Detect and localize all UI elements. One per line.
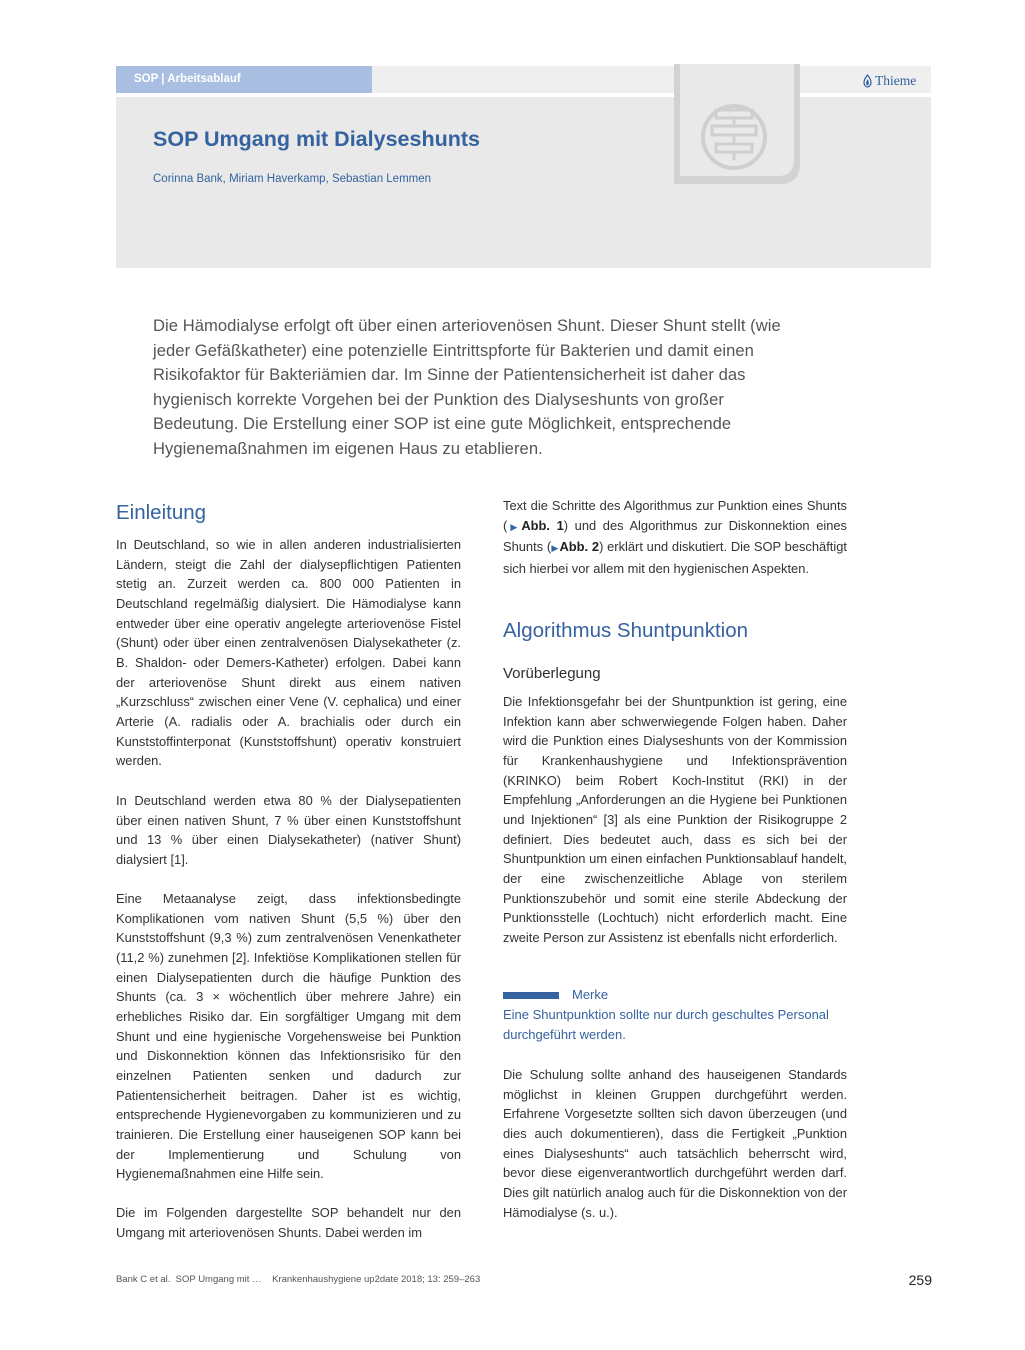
footer-citation: Bank C et al. SOP Umgang mit … Krankenhaushygiene up2date 2018; 13: 259–263 <box>116 1274 481 1285</box>
flowchart-logo-icon <box>672 64 802 191</box>
section-label: SOP | Arbeitsablauf <box>116 66 372 93</box>
page-number: 259 <box>908 1272 932 1288</box>
heading-algorithmus: Algorithmus Shuntpunktion <box>503 619 749 642</box>
paragraph-intro-1: In Deutschland, so wie in allen anderen industrialisierten Ländern, steigt die Zahl der dialysepflichtigen Patienten stetig an. Zurzeit werden ca. 800 000 Patienten in Deutschland regelmäßig dialysiert. Die Hämodialyse kann entweder über eine operativ angelegte arteriovenöse Fistel (Shunt) oder über einen zentralvenösen Dialysekatheter (z. B. Shaldon- oder Demers-Katheter) erfolgen. Dabei kann der arteriovenöse Shunt direkt aus einem nativen „Kurzschluss“ zwischen einer Vene (V. cephalica) und einer Arterie (A. radialis oder A. brachialis oder durch ein Kunststoffinterponat (Kunststoffshunt) operativ konstruiert werden. <box>116 537 461 769</box>
figure-ref-1[interactable]: Abb. 1 <box>521 517 564 533</box>
paragraph-continuation: Text die Schritte des Algorithmus zur Punktion eines Shunts (▶ Abb. 1) und des Algorithmus zur Diskonnektion eines Shunts (▶ Abb. 2) erklärt und diskutiert. Die SOP beschäftigt sich hierbei vor allem mit den hygienischen Aspekten. <box>503 498 848 576</box>
merke-label: Merke <box>572 987 609 1002</box>
heading-einleitung: Einleitung <box>116 501 207 524</box>
paragraph-voruberlegung: Die Infektionsgefahr bei der Shuntpunktion ist gering, eine Infektion kann aber schwerwiegende Folgen haben. Daher wird die Punktion eines Dialyseshunts von der Kommission für Krankenhaushygiene und Infektionsprävention (KRINKO) beim Robert Koch-Institut (RKI) in der Empfehlung „Anforderungen an die Hygiene bei Punktionen und Injektionen“ [3] als eine Punktion der Risikogruppe 2 definiert. Dies bedeutet auch, dass es sich bei der Shuntpunktion um einen einfachen Punktionsablauf handelt, der eine zwischenzeitliche Ablage von sterilem Punktionszubehör und somit eine sterile Abdeckung der Punktionsstelle (Lochtuch) nicht erforderlich macht. Eine zweite Person zur Assistenz ist ebenfalls nicht erforderlich. <box>503 694 847 945</box>
paragraph-intro-3: Eine Metaanalyse zeigt, dass infektionsbedingte Komplikationen vom nativen Shunt (5,5 %) über den Kunststoffshunt (9,3 %) zum zentralvenösen Venenkatheter (11,2 %) zunehmen [2]. Infektiöse Komplikationen stellen für einen Dialysepatienten durch die häufige Punktion des Shunts (ca. 3 × wöchentlich über mehrere Jahre) ein erhebliches Risiko dar. Ein sorgfältiger Umgang mit dem Shunt und eine hygienische Vorgehensweise bei Punktion und Diskonnektion können das Infektionsrisiko für den einzelnen Patienten senken und dadurch zur Patientensicherheit beitragen. Daher ist es wichtig, entsprechende Hygienevorgaben zu kommunizieren und zu trainieren. Die Erstellung einer hauseigenen SOP kann bei der Implementierung und Schulung von Hygienemaßnahmen eine Hilfe sein. <box>116 891 461 1182</box>
paragraph-intro-4: Die im Folgenden dargestellte SOP behandelt nur den Umgang mit arteriovenösen Shunts. Dabei werden im <box>116 1205 461 1240</box>
figure-ref-2[interactable]: Abb. 2 <box>559 539 600 555</box>
paragraph-intro-2: In Deutschland werden etwa 80 % der Dialysepatienten über einen nativen Shunt, 7 % über einen Kunststoffshunt und 13 % über einen Dialysekatheter) (nativer Shunt) dialysiert [1]. <box>116 793 461 867</box>
publisher-logo <box>862 72 916 90</box>
merke-bar <box>503 992 559 999</box>
paragraph-schulung: Die Schulung sollte anhand des hauseigenen Standards möglichst in kleinen Gruppen durchgeführt werden. Erfahrene Vorgesetzte sollten sich davon überzeugen (und dies auch dokumentieren), dass die Fertigkeit „Punktion eines Dialyseshunts“ auch tatsächlich beherrscht wird, bevor diese eigenverantwortlich durchgeführt werden darf. Dies gilt natürlich analog auch für die Diskonnektion von der Hämodialyse (s. u.). <box>503 1067 847 1220</box>
arrow-right-icon: ▶ <box>551 543 559 554</box>
article-title: SOP Umgang mit Dialyseshunts <box>153 127 480 151</box>
header-divider <box>116 93 931 97</box>
publisher-name: Thieme <box>875 73 917 88</box>
thieme-flame-icon <box>862 74 873 88</box>
arrow-right-icon: ▶ <box>507 521 521 532</box>
abstract: Die Hämodialyse erfolgt oft über einen arteriovenösen Shunt. Dieser Shunt stellt (wie jeder Gefäßkatheter) eine potenzielle Eintrittspforte für Bakterien und damit einen Risikofaktor für Bakteriämien dar. Im Sinne der Patientensicherheit ist daher das hygienisch korrekte Vorgehen bei der Punktion des Dialyseshunts von großer Bedeutung. Die Erstellung einer SOP ist eine gute Möglichkeit, entsprechende Hygienemaßnahmen im eigenen Haus zu etablieren. <box>153 316 781 458</box>
merke-text: Eine Shuntpunktion sollte nur durch geschultes Personal durchgeführt werden. <box>503 1007 829 1042</box>
author-list: Corinna Bank, Miriam Haverkamp, Sebastian Lemmen <box>153 173 432 185</box>
subheading-voruberlegung: Vorüberlegung <box>503 665 601 682</box>
